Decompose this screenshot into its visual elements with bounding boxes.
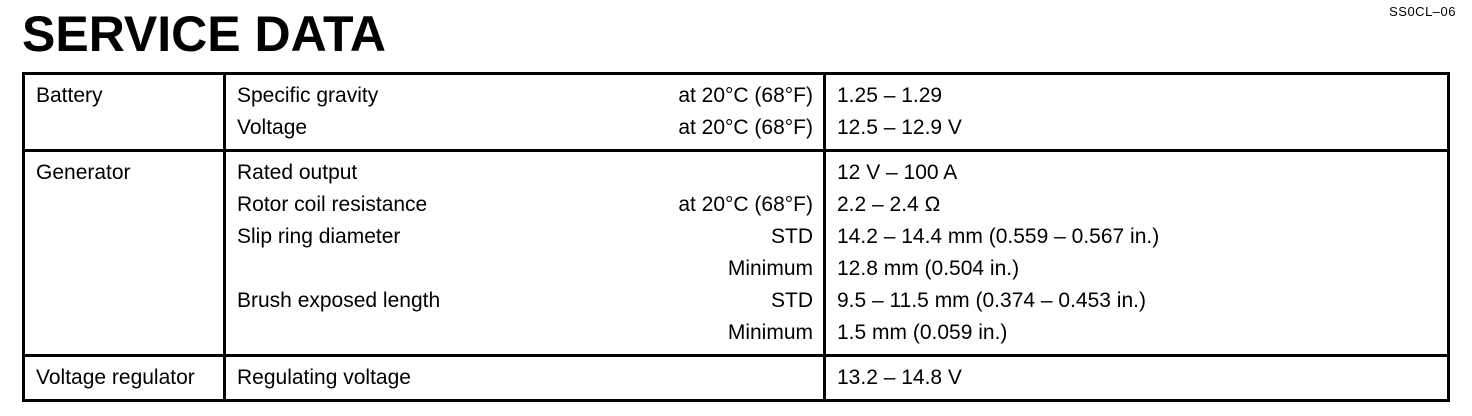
spec-row xyxy=(226,189,1447,221)
spec-row xyxy=(226,152,1447,189)
spec-condition: at 20°C (68°F) xyxy=(678,84,813,107)
spec-item: Slip ring diameter xyxy=(237,225,401,248)
spec-value: 2.2 – 2.4 Ω xyxy=(837,193,941,216)
spec-value: 9.5 – 11.5 mm (0.374 – 0.453 in.) xyxy=(837,289,1146,312)
spec-cell xyxy=(226,75,826,112)
spec-item: Brush exposed length xyxy=(237,289,441,312)
section-rows xyxy=(226,152,1447,354)
spec-condition: at 20°C (68°F) xyxy=(678,116,813,139)
spec-condition: Minimum xyxy=(727,257,813,280)
spec-cell xyxy=(226,189,826,221)
spec-item: Voltage xyxy=(237,116,308,139)
spec-row xyxy=(226,317,1447,354)
spec-value: 1.5 mm (0.059 in.) xyxy=(837,321,1008,344)
service-data-table xyxy=(22,72,1450,402)
spec-value: 1.25 – 1.29 xyxy=(837,84,943,107)
section-generator xyxy=(25,149,1447,354)
spec-condition: STD xyxy=(771,225,813,248)
spec-item: Specific gravity xyxy=(237,84,379,107)
spec-condition: STD xyxy=(771,289,813,312)
component-cell: Battery xyxy=(25,75,226,149)
spec-item: Rotor coil resistance xyxy=(237,193,428,216)
spec-cell xyxy=(226,221,826,253)
page-title: SERVICE DATA xyxy=(22,6,386,62)
spec-value: 12 V – 100 A xyxy=(837,161,958,184)
spec-cell xyxy=(226,152,826,189)
spec-condition: Minimum xyxy=(727,321,813,344)
spec-cell xyxy=(226,317,826,354)
spec-row xyxy=(226,112,1447,149)
spec-row xyxy=(226,75,1447,112)
component-cell: Voltage regulator xyxy=(25,357,226,399)
spec-value: 12.8 mm (0.504 in.) xyxy=(837,257,1020,280)
section-rows xyxy=(226,75,1447,149)
spec-condition: at 20°C (68°F) xyxy=(678,193,813,216)
section-battery xyxy=(25,75,1447,149)
doc-code: SS0CL–06 xyxy=(1389,4,1456,19)
spec-item: Regulating voltage xyxy=(237,366,411,389)
spec-cell xyxy=(226,253,826,285)
spec-value: 13.2 – 14.8 V xyxy=(837,366,962,389)
spec-row xyxy=(226,221,1447,253)
spec-row xyxy=(226,253,1447,285)
spec-cell xyxy=(226,112,826,149)
spec-item: Rated output xyxy=(237,161,358,184)
spec-cell xyxy=(226,285,826,317)
spec-row xyxy=(226,285,1447,317)
spec-cell xyxy=(226,357,826,399)
section-rows xyxy=(226,357,1447,399)
spec-row xyxy=(226,357,1447,399)
spec-value: 12.5 – 12.9 V xyxy=(837,116,962,139)
section-voltage-regulator xyxy=(25,354,1447,399)
spec-value: 14.2 – 14.4 mm (0.559 – 0.567 in.) xyxy=(837,225,1160,248)
component-cell: Generator xyxy=(25,152,226,354)
